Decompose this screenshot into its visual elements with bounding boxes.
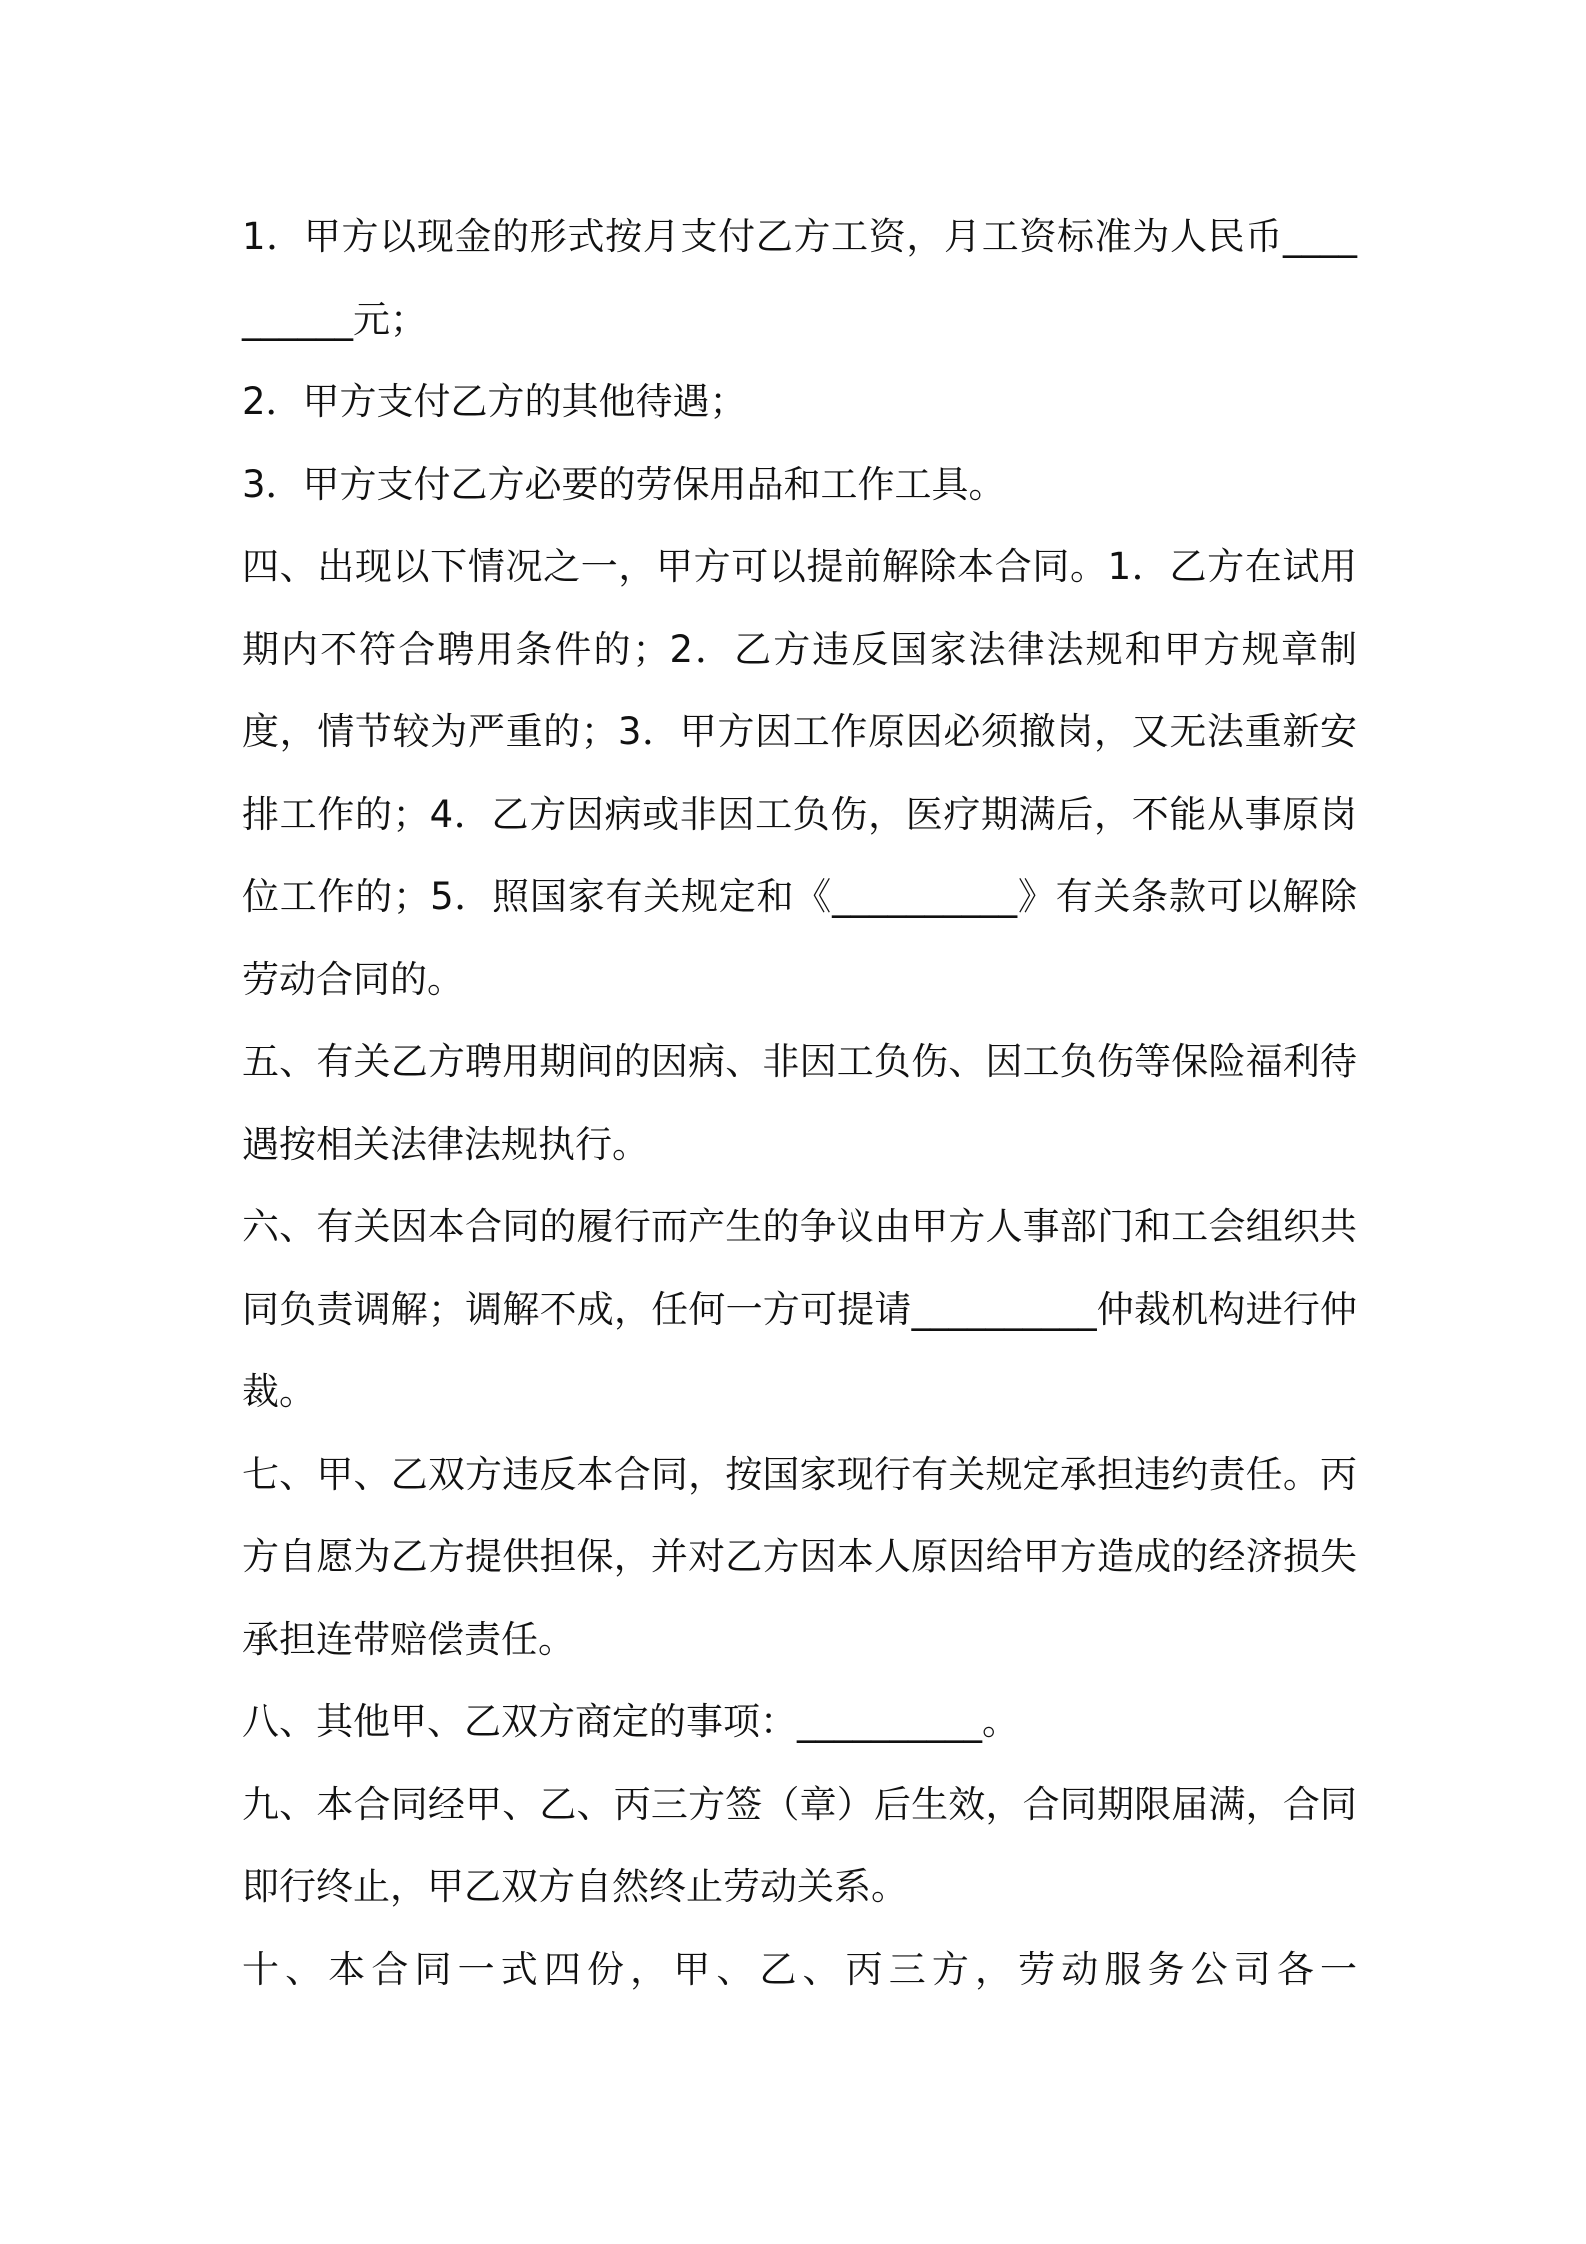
clause-copies: 十、本合同一式四份，甲、乙、丙三方，劳动服务公司各一 [242,1947,1357,1991]
clause-insurance-benefits: 五、有关乙方聘用期间的因病、非因工负伤、因工负伤等保险福利待遇按相关法律法规执行。 [242,1040,1357,1166]
clause-dispute-resolution: 六、有关因本合同的履行而产生的争议由甲方人事部门和工会组织共同负责调解；调解不成，任何一方可提请__________仲裁机构进行仲裁。 [242,1205,1357,1413]
clause-other-matters: 八、其他甲、乙双方商定的事项：__________。 [242,1700,1019,1743]
clause-pay-equipment: 3．甲方支付乙方必要的劳保用品和工作工具。 [242,462,1006,506]
clause-effective-term: 九、本合同经甲、乙、丙三方签（章）后生效，合同期限届满，合同即行终止，甲乙双方自然终止劳动关系。 [242,1782,1357,1908]
clause-pay-salary: 1．甲方以现金的形式按月支付乙方工资，月工资标准为人民币__________元； [242,215,1357,341]
clause-termination: 四、出现以下情况之一，甲方可以提前解除本合同。1．乙方在试用期内不符合聘用条件的；2．乙方违反国家法律法规和甲方规章制度，情节较为严重的；3．甲方因工作原因必须撤岗，又无法重新安排工作的；4．乙方因病或非因工负伤，医疗期满后，不能从事原岗位工作的；5．照国家有关规定和《__________》有关条款可以解除劳动合同的。 [242,545,1357,1001]
document-body [242,196,1357,2011]
clause-liability: 七、甲、乙双方违反本合同，按国家现行有关规定承担违约责任。丙方自愿为乙方提供担保，并对乙方因本人原因给甲方造成的经济损失承担连带赔偿责任。 [242,1452,1357,1661]
clause-pay-benefits: 2．甲方支付乙方的其他待遇； [242,380,747,423]
